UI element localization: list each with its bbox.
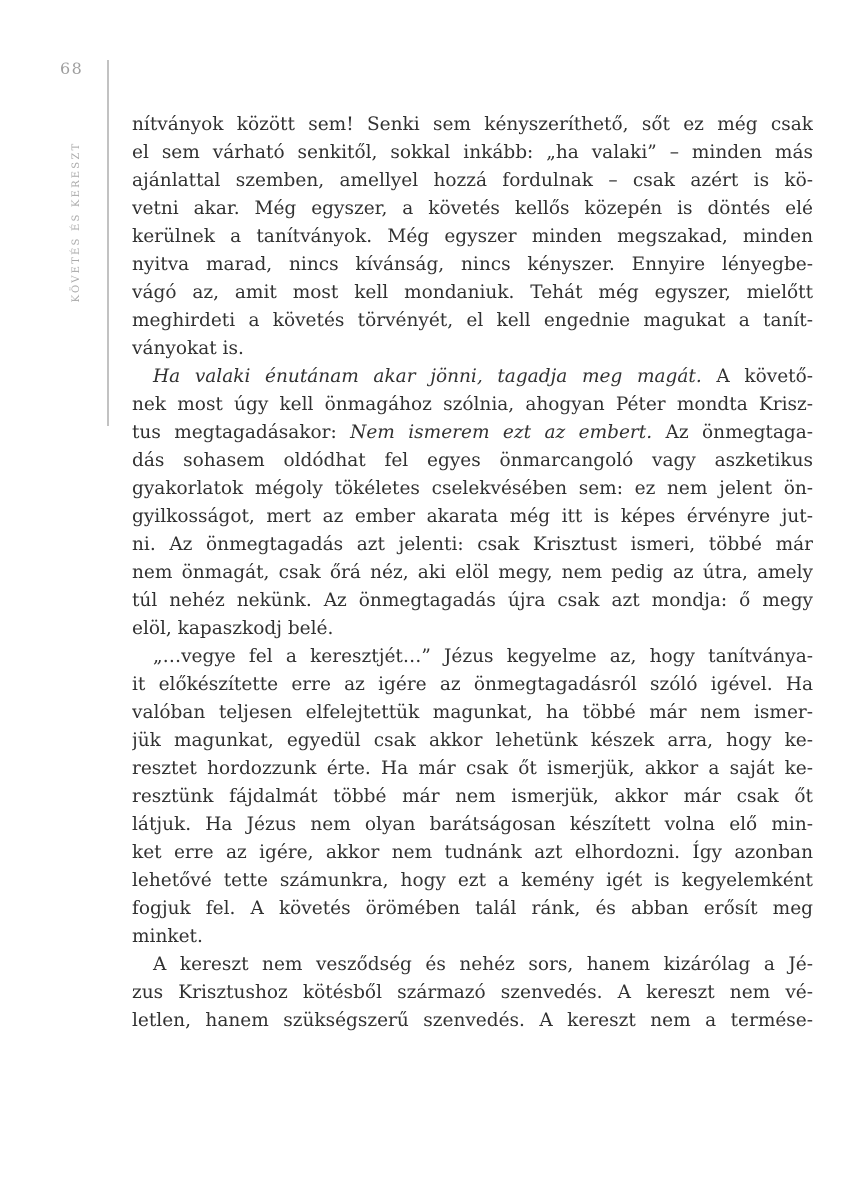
text-line: [132, 251, 813, 279]
text-segment: minket.: [132, 926, 203, 947]
text-segment: ket erre az igére, akkor nem tudnánk azt elhordozni. Így azonban: [132, 842, 813, 863]
text-line: [132, 1007, 813, 1035]
text-segment: vágó az, amit most kell mondaniuk. Tehát még egyszer, mielőtt: [132, 282, 813, 303]
text-line: [132, 587, 813, 615]
text-segment: vetni akar. Még egyszer, a követés kellős közepén is döntés elé: [132, 198, 813, 219]
text-segment: nek most úgy kell önmagához szólnia, ahogyan Péter mondta Krisz-: [132, 394, 813, 415]
text-segment: ajánlattal szemben, amellyel hozzá fordulnak – csak azért is kö-: [132, 170, 813, 191]
italic-text: Nem ismerem ezt az embert.: [350, 422, 653, 443]
text-segment: túl nehéz nekünk. Az önmegtagadás újra csak azt mondja: ő megy: [132, 590, 813, 611]
text-segment: meghirdeti a követés törvényét, el kell engednie magukat a tanít-: [132, 310, 813, 331]
text-segment: dás sohasem oldódhat fel egyes önmarcangoló vagy aszketikus: [132, 450, 813, 471]
text-segment: tus megtagadásakor:: [132, 422, 351, 443]
text-line: [132, 979, 813, 1007]
text-segment: gyakorlatok mégoly tökéletes cselekvésében sem: ez nem jelent ön-: [132, 478, 813, 499]
text-segment: elöl, kapaszkodj belé.: [132, 618, 334, 639]
text-segment: gyilkosságot, mert az ember akarata még itt is képes érvényre jut-: [132, 506, 813, 527]
text-segment: nítványok között sem! Senki sem kényszeríthető, sőt ez még csak: [132, 114, 813, 135]
text-line: [132, 335, 813, 363]
text-segment: kerülnek a tanítványok. Még egyszer minden megszakad, minden: [132, 226, 813, 247]
text-segment: nyitva marad, nincs kívánság, nincs kényszer. Ennyire lényegbe-: [132, 254, 813, 275]
text-line: [132, 699, 813, 727]
text-line: [132, 279, 813, 307]
text-line: [132, 811, 813, 839]
text-segment: jük magunkat, egyedül csak akkor lehetünk készek arra, hogy ke-: [132, 730, 813, 751]
text-line: [132, 783, 813, 811]
text-line: [132, 167, 813, 195]
italic-text: Ha valaki énutánam akar jönni, tagadja meg magát.: [153, 366, 702, 387]
text-segment: ványokat is.: [132, 338, 244, 359]
text-line: [132, 419, 813, 447]
text-line: [132, 671, 813, 699]
running-head: KÖVETÉS ÉS KERESZT: [71, 141, 82, 303]
text-line: [132, 363, 813, 391]
text-line: [132, 307, 813, 335]
text-line: [132, 727, 813, 755]
text-segment: resztet hordozzunk érte. Ha már csak őt ismerjük, akkor a saját ke-: [132, 758, 813, 779]
text-line: [132, 895, 813, 923]
text-segment: it előkészítette erre az igére az önmegtagadásról szóló igével. Ha: [132, 674, 813, 695]
text-line: [132, 111, 813, 139]
text-segment: resztünk fájdalmát többé már nem ismerjük, akkor már csak őt: [132, 786, 813, 807]
text-line: [132, 643, 813, 671]
text-segment: lehetővé tette számunkra, hogy ezt a kemény igét is kegyelemként: [132, 870, 813, 891]
text-line: [132, 755, 813, 783]
text-line: [132, 223, 813, 251]
text-segment: fogjuk fel. A követés örömében talál ránk, és abban erősít meg: [132, 898, 813, 919]
text-line: [132, 531, 813, 559]
text-segment: letlen, hanem szükségszerű szenvedés. A kereszt nem a termésе-: [132, 1010, 813, 1031]
text-segment: ni. Az önmegtagadás azt jelenti: csak Krisztust ismeri, többé már: [132, 534, 813, 555]
text-line: [132, 447, 813, 475]
text-line: [132, 475, 813, 503]
text-line: [132, 839, 813, 867]
text-segment: „…vegye fel a keresztjét…” Jézus kegyelme az, hogy tanítványa-: [153, 646, 813, 667]
text-line: [132, 867, 813, 895]
margin-rule: [107, 60, 109, 426]
text-line: [132, 951, 813, 979]
text-segment: A követő-: [701, 366, 813, 387]
text-segment: valóban teljesen elfelejtettük magunkat, ha többé már nem ismer-: [132, 702, 813, 723]
text-segment: el sem várható senkitől, sokkal inkább: „ha valaki” – minden más: [132, 142, 813, 163]
text-segment: A kereszt nem vesződség és nehéz sors, hanem kizárólag a Jé-: [153, 954, 813, 975]
text-segment: látjuk. Ha Jézus nem olyan barátságosan készített volna elő min-: [132, 814, 813, 835]
text-line: [132, 559, 813, 587]
text-line: [132, 923, 813, 951]
text-line: [132, 503, 813, 531]
page-number: 68: [60, 59, 84, 78]
text-segment: zus Krisztushoz kötésből származó szenvedés. A kereszt nem vé-: [132, 982, 813, 1003]
text-segment: Az önmegtaga-: [652, 422, 813, 443]
text-line: [132, 139, 813, 167]
text-segment: nem önmagát, csak őrá néz, aki elöl megy, nem pedig az útra, amely: [132, 562, 813, 583]
text-block: [132, 111, 813, 1035]
text-line: [132, 391, 813, 419]
text-line: [132, 195, 813, 223]
text-line: [132, 615, 813, 643]
